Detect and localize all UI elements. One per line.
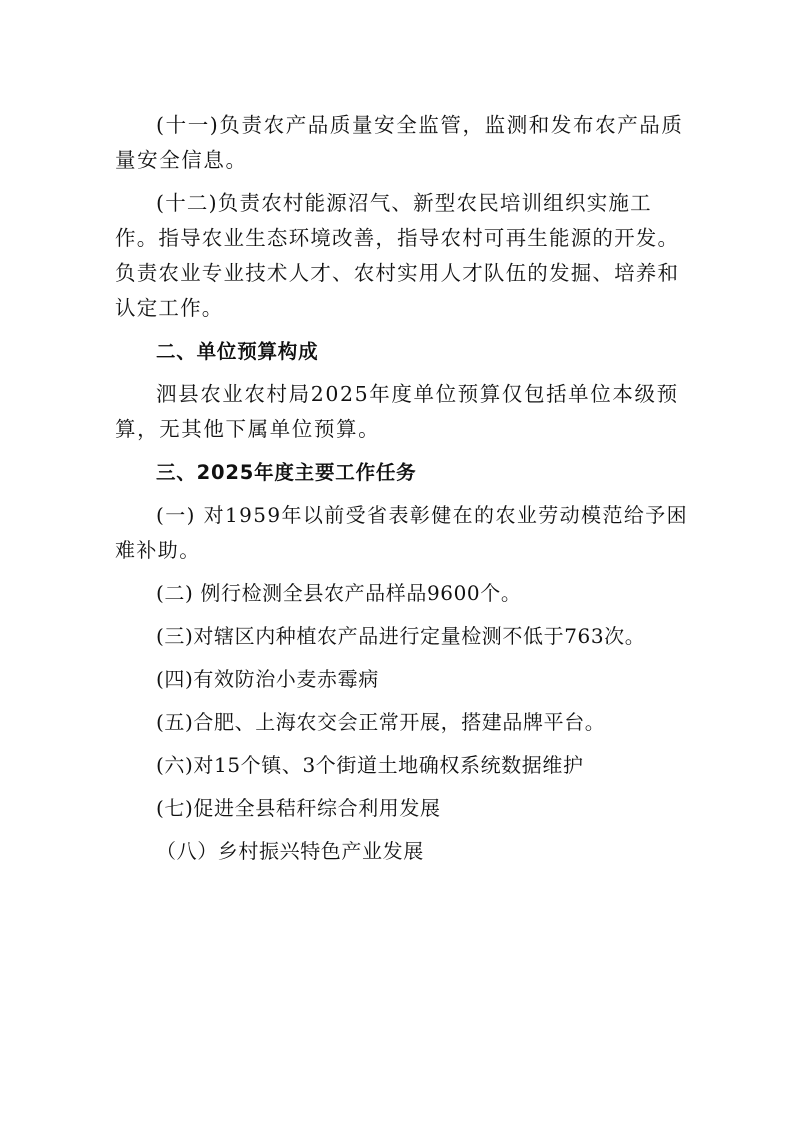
task-item-6: (六)对15个镇、3个街道土地确权系统数据维护 — [156, 753, 584, 777]
section-heading-budget-composition: 二、单位预算构成 — [156, 340, 319, 363]
task-item-3: (三)对辖区内种植农产品进行定量检测不低于763次。 — [156, 624, 646, 648]
task-item-1 — [115, 498, 690, 568]
paragraph-budget-composition: 泗县农业农村局2025年度单位预算仅包括单位本级预算，无其他下属单位预算。 — [115, 382, 679, 441]
task-item-1-line2: 难补助。 — [115, 538, 201, 562]
task-item-4: (四)有效防治小麦赤霉病 — [156, 667, 379, 691]
paragraph-item-11: (十一)负责农产品质量安全监管，监测和发布农产品质量安全信息。 — [115, 113, 684, 172]
paragraph-item-12: (十二)负责农村能源沼气、新型农民培训组织实施工作。指导农业生态环境改善，指导农村可再生能源的开发。负责农业专业技术人才、农村实用人才队伍的发掘、培养和认定工作。 — [115, 191, 680, 320]
task-item-1-line1: (一) 对1959年以前受省表彰健在的农业劳动模范给予困 — [156, 503, 689, 527]
task-item-5: (五)合肥、上海农交会正常开展，搭建品牌平台。 — [156, 710, 606, 734]
task-item-7: (七)促进全县秸秆综合利用发展 — [156, 796, 441, 820]
task-item-8: （八）乡村振兴特色产业发展 — [156, 839, 424, 863]
document-body — [115, 108, 690, 877]
section-heading-main-tasks: 三、2025年度主要工作任务 — [156, 461, 417, 484]
task-item-2: (二) 例行检测全县农产品样品9600个。 — [156, 581, 522, 605]
